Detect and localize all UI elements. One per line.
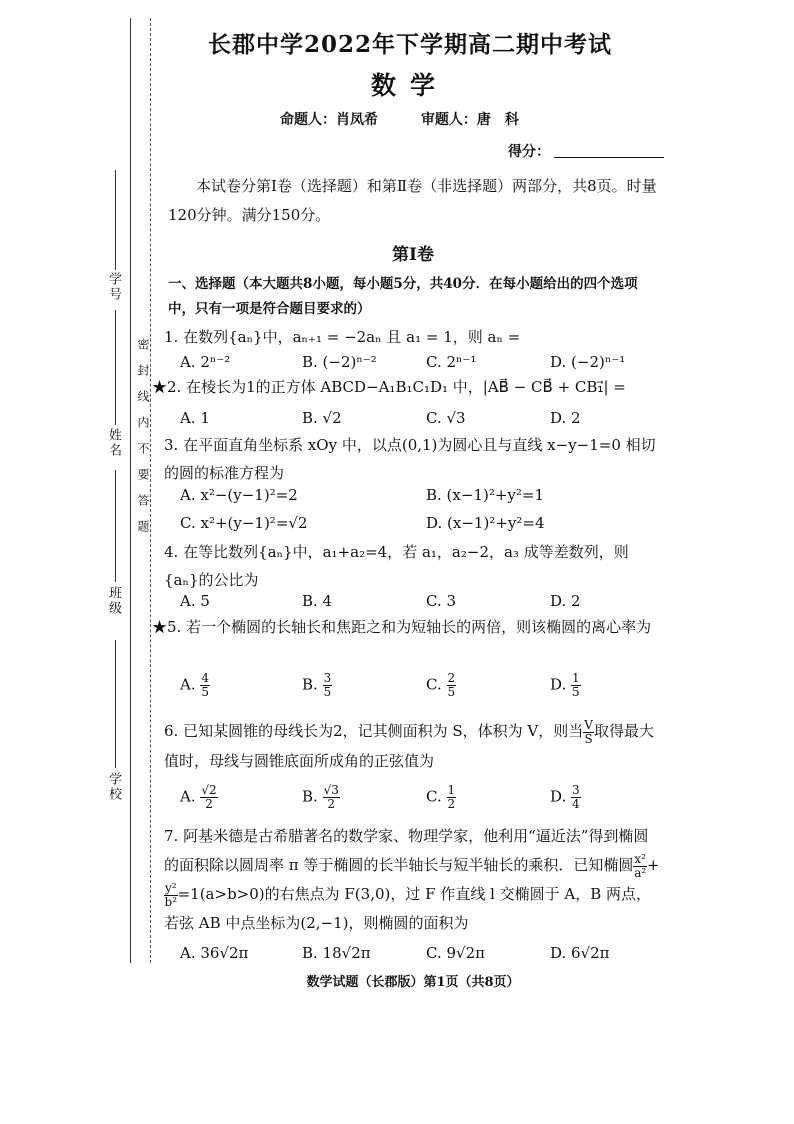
option-d: D. $\frac{1}{5}$ <box>550 671 580 699</box>
fraction-x2-over-a2: $\frac{\text{x²}}{\text{a²}}$ <box>634 851 647 880</box>
subject-title: 数学 <box>370 71 449 100</box>
volume-title: 第Ⅰ卷 <box>392 245 434 265</box>
option-d: D. (x−1)²+y²=4 <box>426 514 545 532</box>
option-a: A. $\frac{4}{5}$ <box>180 671 210 699</box>
intro-paragraph: 本试卷分第Ⅰ卷（选择题）和第Ⅱ卷（非选择题）两部分，共8页。时量120分钟。满分150分。 <box>168 177 657 224</box>
option-b: B. √2 <box>302 409 342 427</box>
question-5: ★5. 若一个椭圆的长轴长和焦距之和为短轴长的两倍，则该椭圆的离心率为 <box>152 618 652 636</box>
option-d: D. 2 <box>550 592 581 610</box>
option-b: B. 18√2π <box>302 944 371 962</box>
score-line <box>508 141 664 161</box>
option-c: C. $\frac{1}{2}$ <box>426 783 456 811</box>
option-d: D. (−2)ⁿ⁻¹ <box>550 353 626 371</box>
fraction: $\frac{1}{2}$ <box>447 783 456 811</box>
page-footer: 数学试题（长郡版）第1页（共8页） <box>306 975 520 990</box>
option-c: C. $\frac{2}{5}$ <box>426 671 456 699</box>
option-b: B. $\frac{3}{5}$ <box>302 671 332 699</box>
option-d: D. 2 <box>550 409 581 427</box>
option-a: A. $\frac{√2}{2}$ <box>180 783 217 811</box>
fraction: $\frac{2}{5}$ <box>447 671 456 699</box>
option-b: B. $\frac{√3}{2}$ <box>302 783 339 811</box>
fraction: $\frac{3}{4}$ <box>572 783 580 811</box>
class-field[interactable] <box>115 470 116 582</box>
exam-title: 长郡中学2022年下学期高二期中考试 <box>207 31 612 58</box>
seal-notice: 密封线内不要答题 <box>136 338 150 546</box>
class-label: 班级 <box>106 586 121 616</box>
option-d: D. 6√2π <box>550 944 610 962</box>
score-blank[interactable] <box>554 157 664 158</box>
question-3: 3. 在平面直角坐标系 xOy 中，以点(0,1)为圆心且与直线 x−y−1=0 相切的圆的标准方程为 <box>164 436 656 482</box>
author: 命题人：肖凤希 <box>280 112 378 128</box>
school-field[interactable] <box>115 640 116 768</box>
option-b: B. (x−1)²+y²=1 <box>426 486 545 504</box>
question-4: 4. 在等比数列{aₙ}中，a₁+a₂=4，若 a₁，a₂−2，a₃ 成等差数列，则{aₙ}的公比为 <box>164 543 629 589</box>
fraction-y2-over-b2: $\frac{\text{y²}}{\text{b²}}$ <box>164 880 178 909</box>
fraction: $\frac{3}{5}$ <box>323 671 332 699</box>
option-b: B. (−2)ⁿ⁻² <box>302 353 377 371</box>
fraction-v-over-s: $\frac{V}{S}$ <box>584 717 593 746</box>
authors-line <box>280 109 557 129</box>
fraction: $\frac{√2}{2}$ <box>201 783 217 811</box>
question-7: 7. 阿基米德是古希腊著名的数学家、物理学家，他利用“逼近法”得到椭圆的面积除以圆周率 π 等于椭圆的长半轴长与短半轴长的乘积．已知椭圆 $\frac{\text{x²}}{\text{a²}}$ + $\frac{\text{y²}}{\text{b²}}$ =1(a>b>0)的右焦点为 F(3,0)，过 F 作直线 l 交椭圆于 A，B 两点，若弦 AB 中点坐标为(2,−1)，则椭圆的面积为 <box>164 827 660 932</box>
option-a: A. x²−(y−1)²=2 <box>180 486 298 504</box>
option-c: C. 2ⁿ⁻¹ <box>426 353 477 371</box>
question-6: 6. 已知某圆锥的母线长为2，记其侧面积为 S，体积为 V，则当 $\frac{V}{S}$ 取得最大值时，母线与圆锥底面所成角的正弦值为 <box>164 717 654 770</box>
option-a: A. 5 <box>180 592 210 610</box>
option-b: B. 4 <box>302 592 333 610</box>
question-1: 1. 在数列{aₙ}中，aₙ₊₁ = −2aₙ 且 a₁ = 1，则 aₙ = <box>164 328 521 346</box>
name-label: 姓名 <box>106 428 121 458</box>
fraction: $\frac{1}{5}$ <box>572 671 580 699</box>
option-c: C. √3 <box>426 409 466 427</box>
option-a: A. 2ⁿ⁻² <box>180 353 231 371</box>
option-c: C. 3 <box>426 592 457 610</box>
reviewer: 审题人：唐 科 <box>420 112 519 128</box>
student-id-label: 学号 <box>106 272 121 302</box>
option-a: A. 36√2π <box>180 944 249 962</box>
binding-line <box>130 18 131 963</box>
name-field[interactable] <box>115 310 116 425</box>
question-2: ★2. 在棱长为1的正方体 ABCD−A₁B₁C₁D₁ 中，|AB⃗ − CB⃗ + CB₁⃗| = <box>152 378 626 396</box>
option-a: A. 1 <box>180 409 210 427</box>
school-label: 学校 <box>106 772 121 802</box>
option-d: D. $\frac{3}{4}$ <box>550 783 580 811</box>
student-id-field[interactable] <box>115 170 116 270</box>
fraction: $\frac{√3}{2}$ <box>323 783 339 811</box>
section-title: 一、选择题（本大题共8小题，每小题5分，共40分．在每小题给出的四个选项中，只有一项是符合题目要求的） <box>168 276 638 317</box>
option-c: C. 9√2π <box>426 944 485 962</box>
fraction: $\frac{4}{5}$ <box>201 671 210 699</box>
option-c: C. x²+(y−1)²=√2 <box>180 514 308 532</box>
score-label: 得分： <box>508 144 550 160</box>
